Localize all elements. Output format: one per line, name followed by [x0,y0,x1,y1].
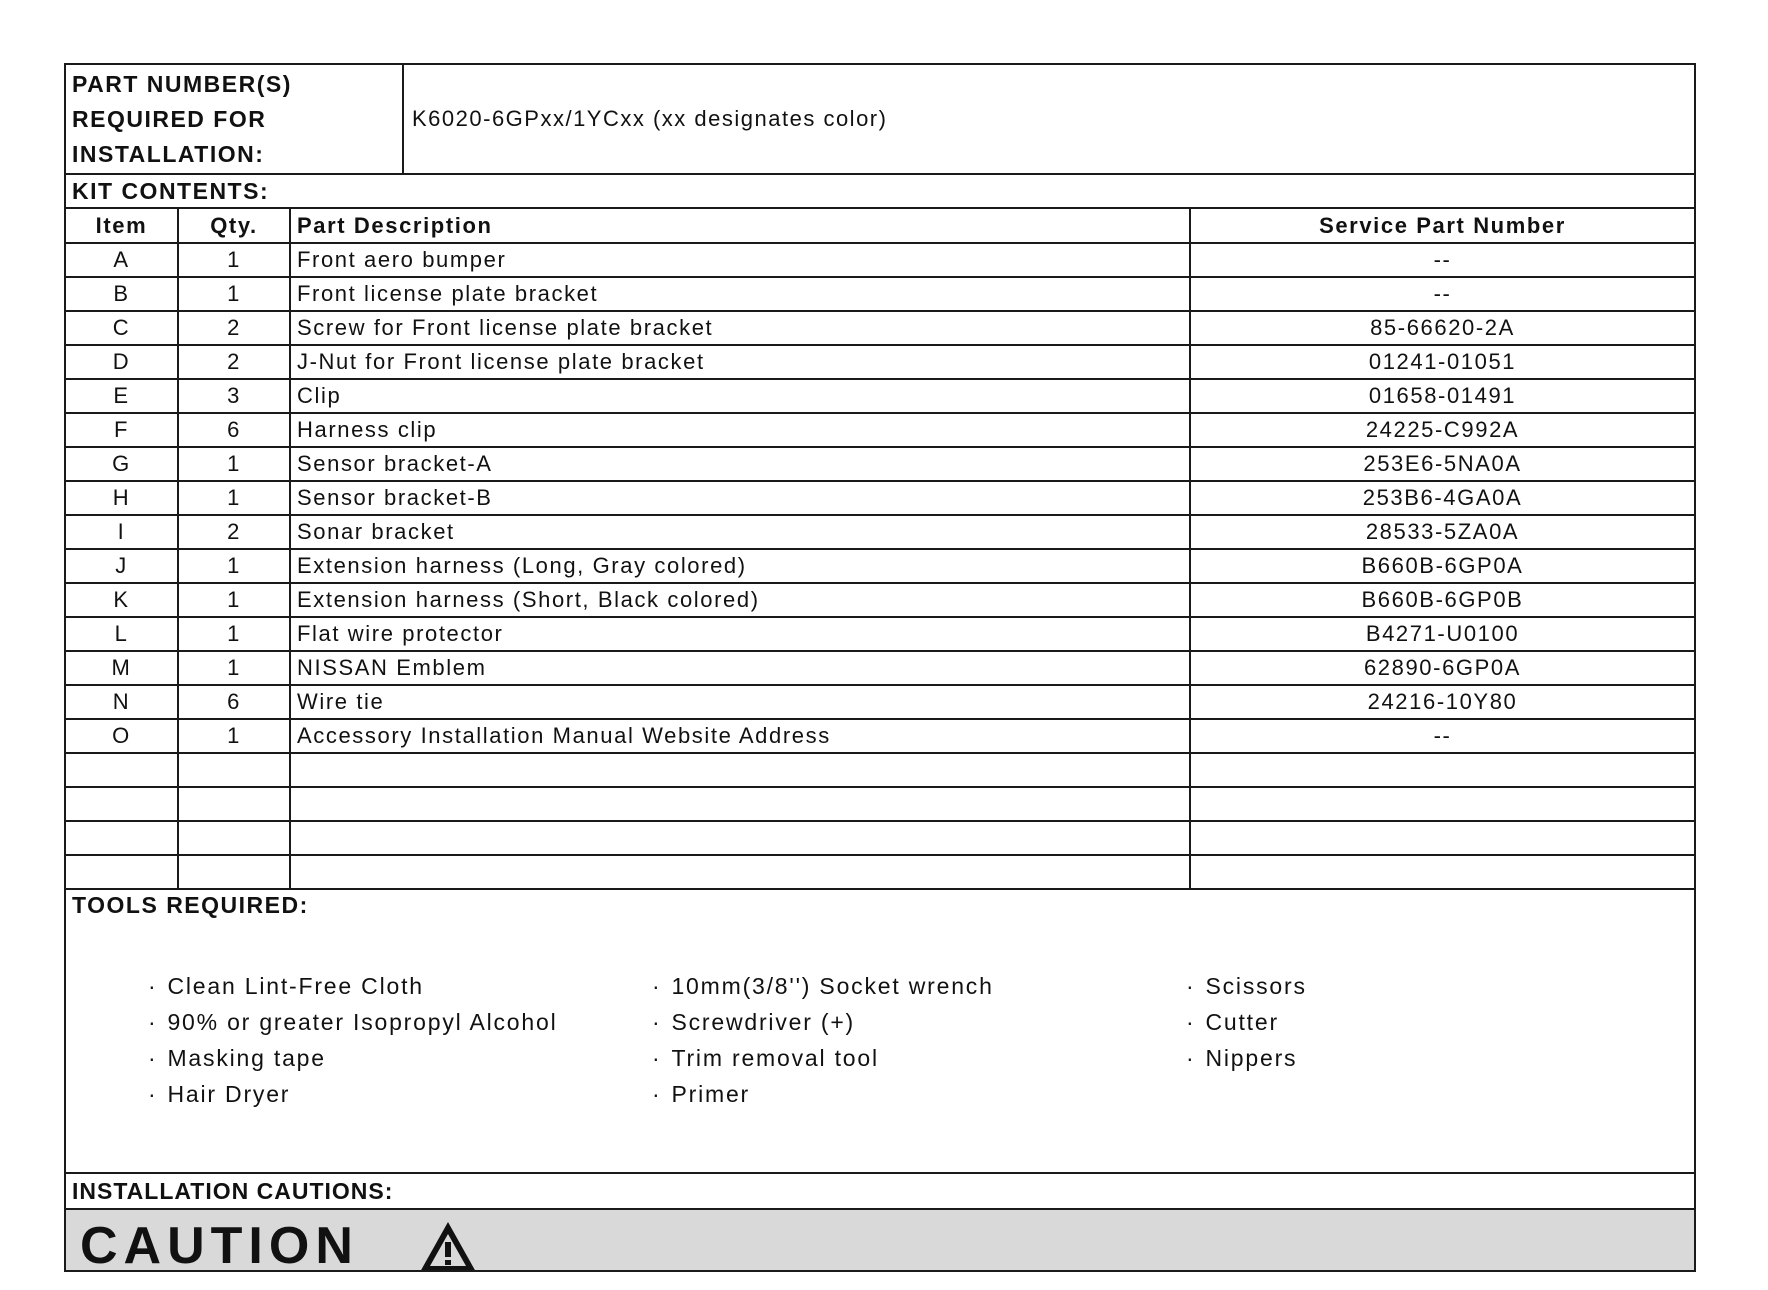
cell-service-part-number: B660B-6GP0B [1190,583,1694,617]
part-numbers-label-line: INSTALLATION: [72,141,265,167]
tool-item: · Scissors [1186,968,1307,1004]
cell-description: Harness clip [290,413,1190,447]
table-row [66,481,1694,515]
cell-qty: 1 [178,651,290,685]
cell-qty: 6 [178,685,290,719]
cell-service-part-number: -- [1190,243,1694,277]
table-row [66,787,1694,821]
cell-service-part-number [1190,787,1694,821]
cell-description: Flat wire protector [290,617,1190,651]
cell-qty: 1 [178,243,290,277]
cell-service-part-number [1190,855,1694,889]
table-row [66,549,1694,583]
tool-item: · Trim removal tool [652,1040,994,1076]
cell-service-part-number: 253E6-5NA0A [1190,447,1694,481]
cell-description: Screw for Front license plate bracket [290,311,1190,345]
table-row [66,413,1694,447]
cell-description: Wire tie [290,685,1190,719]
cell-description [290,821,1190,855]
cell-description: Accessory Installation Manual Website Address [290,719,1190,753]
cell-service-part-number: 24225-C992A [1190,413,1694,447]
cell-item: G [66,447,178,481]
header-service-part-number: Service Part Number [1190,209,1694,243]
cell-description: Front license plate bracket [290,277,1190,311]
cell-service-part-number: 28533-5ZA0A [1190,515,1694,549]
cell-item: K [66,583,178,617]
cell-qty [178,753,290,787]
cell-qty [178,787,290,821]
tools-required-title: TOOLS REQUIRED: [72,892,309,918]
cell-service-part-number: 01241-01051 [1190,345,1694,379]
table-row [66,583,1694,617]
header-description: Part Description [290,209,1190,243]
cell-item [66,753,178,787]
table-row [66,243,1694,277]
warning-triangle-icon [418,1220,478,1270]
cell-service-part-number: -- [1190,719,1694,753]
cell-qty: 2 [178,345,290,379]
tool-item: · Clean Lint-Free Cloth [148,968,557,1004]
cell-description: Extension harness (Long, Gray colored) [290,549,1190,583]
tool-item: · Nippers [1186,1040,1307,1076]
cell-qty: 1 [178,583,290,617]
tool-item: · 10mm(3/8'') Socket wrench [652,968,994,1004]
cell-qty: 1 [178,617,290,651]
cell-item [66,855,178,889]
table-row [66,617,1694,651]
header-qty: Qty. [178,209,290,243]
tool-item: · Masking tape [148,1040,557,1076]
kit-contents-table [66,209,1694,890]
cell-description: Sonar bracket [290,515,1190,549]
tools-required-section [66,890,1694,1174]
cell-description [290,855,1190,889]
cell-service-part-number: 85-66620-2A [1190,311,1694,345]
cell-item [66,787,178,821]
caution-word: CAUTION [80,1217,359,1270]
table-row [66,855,1694,889]
cell-description [290,753,1190,787]
installation-cautions-title: INSTALLATION CAUTIONS: [66,1174,1694,1210]
cell-item: A [66,243,178,277]
tools-column-3 [1186,968,1307,1076]
table-row [66,379,1694,413]
table-row [66,685,1694,719]
table-row [66,515,1694,549]
cell-qty [178,821,290,855]
installation-sheet [64,63,1696,1272]
cell-item: M [66,651,178,685]
caution-banner [66,1210,1694,1270]
cell-item: N [66,685,178,719]
cell-description: Front aero bumper [290,243,1190,277]
table-row [66,651,1694,685]
tools-column-2 [652,968,994,1112]
cell-service-part-number: -- [1190,277,1694,311]
part-numbers-label-line: PART NUMBER(S) [72,71,292,97]
part-numbers-value: K6020-6GPxx/1YCxx (xx designates color) [412,106,888,131]
cell-service-part-number: B660B-6GP0A [1190,549,1694,583]
cell-item: B [66,277,178,311]
part-numbers-label [66,65,404,173]
cell-service-part-number [1190,821,1694,855]
cell-service-part-number: B4271-U0100 [1190,617,1694,651]
cell-item: L [66,617,178,651]
cell-qty: 1 [178,447,290,481]
cell-description: J-Nut for Front license plate bracket [290,345,1190,379]
table-row [66,311,1694,345]
cell-qty: 1 [178,481,290,515]
cell-item: E [66,379,178,413]
cell-qty [178,855,290,889]
table-row [66,447,1694,481]
cell-service-part-number: 24216-10Y80 [1190,685,1694,719]
cell-service-part-number: 253B6-4GA0A [1190,481,1694,515]
kit-contents-body [66,243,1694,889]
cell-item: O [66,719,178,753]
cell-qty: 3 [178,379,290,413]
cell-qty: 1 [178,549,290,583]
cell-qty: 1 [178,719,290,753]
tool-item: · Screwdriver (+) [652,1004,994,1040]
part-numbers-label-line: REQUIRED FOR [72,106,267,132]
cell-qty: 2 [178,311,290,345]
cell-description: Sensor bracket-B [290,481,1190,515]
cell-description: NISSAN Emblem [290,651,1190,685]
cell-item: H [66,481,178,515]
cell-item: D [66,345,178,379]
cell-service-part-number [1190,753,1694,787]
tool-item: · 90% or greater Isopropyl Alcohol [148,1004,557,1040]
cell-item: F [66,413,178,447]
cell-qty: 6 [178,413,290,447]
cell-item: I [66,515,178,549]
cell-service-part-number: 62890-6GP0A [1190,651,1694,685]
kit-contents-title: KIT CONTENTS: [66,175,1694,209]
table-row [66,821,1694,855]
tool-item: · Primer [652,1076,994,1112]
tools-column-1 [148,968,557,1112]
cell-description: Extension harness (Short, Black colored) [290,583,1190,617]
cell-description: Clip [290,379,1190,413]
table-row [66,277,1694,311]
cell-service-part-number: 01658-01491 [1190,379,1694,413]
cell-description [290,787,1190,821]
part-numbers-row [66,65,1694,175]
table-row [66,753,1694,787]
tool-item: · Cutter [1186,1004,1307,1040]
cell-description: Sensor bracket-A [290,447,1190,481]
cell-qty: 1 [178,277,290,311]
header-item: Item [66,209,178,243]
table-row [66,719,1694,753]
cell-item: C [66,311,178,345]
cell-item [66,821,178,855]
tool-item: · Hair Dryer [148,1076,557,1112]
table-header-row [66,209,1694,243]
cell-qty: 2 [178,515,290,549]
table-row [66,345,1694,379]
cell-item: J [66,549,178,583]
